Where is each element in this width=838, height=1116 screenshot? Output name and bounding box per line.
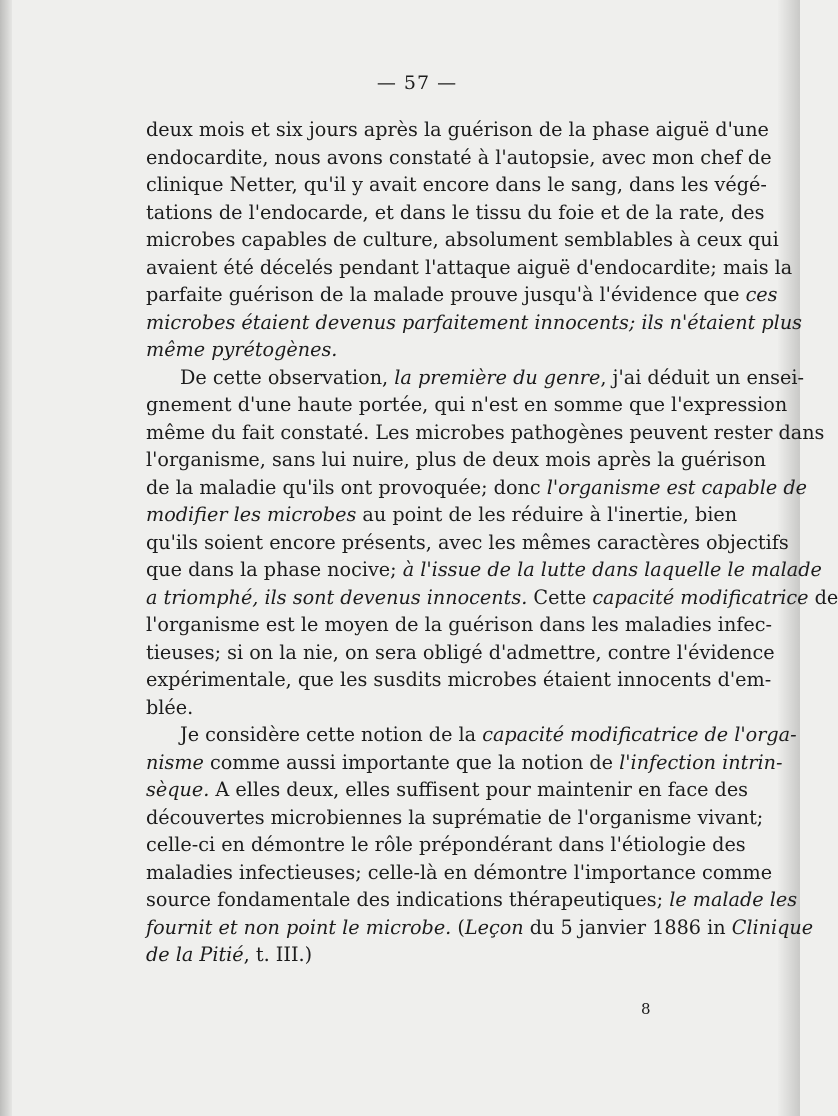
text-line bbox=[146, 859, 773, 887]
italic-text: a triomphé, ils sont devenus innocents. bbox=[146, 585, 528, 609]
text-span: parfaite guérison de la malade prouve jusqu'à l'évidence que bbox=[146, 283, 746, 306]
italic-text: Leçon bbox=[464, 915, 524, 939]
italic-text: ces bbox=[745, 283, 778, 306]
text-span: expérimentale, que les susdits microbes étaient innocents d'em- bbox=[146, 668, 772, 691]
text-line bbox=[146, 666, 772, 694]
text-span: ( bbox=[451, 915, 465, 939]
text-span: , t. III.) bbox=[243, 943, 313, 966]
text-line bbox=[146, 886, 798, 914]
italic-text: l'organisme est capable de bbox=[546, 475, 807, 499]
text-line bbox=[146, 611, 772, 639]
text-line bbox=[146, 501, 738, 529]
text-span: avaient été décelés pendant l'attaque aiguë d'endocardite; mais la bbox=[146, 255, 793, 279]
text-span: , j'ai déduit un ensei- bbox=[600, 365, 804, 389]
text-line bbox=[146, 144, 772, 172]
text-span: source fondamentale des indications thérapeutiques; bbox=[146, 888, 670, 911]
italic-text: capacité modificatrice de l'orga- bbox=[482, 723, 797, 746]
italic-text: capacité modificatrice bbox=[592, 585, 809, 609]
text-span: deux mois et six jours après la guérison de la phase aiguë d'une bbox=[146, 118, 769, 141]
text-span: Je considère cette notion de la bbox=[180, 723, 483, 746]
text-line bbox=[146, 556, 822, 584]
text-span: celle-ci en démontre le rôle prépondérant dans l'étiologie des bbox=[146, 833, 746, 856]
text-line bbox=[146, 584, 838, 612]
italic-text: à l'issue de la lutte dans laquelle le malade bbox=[402, 558, 822, 581]
italic-text: Clinique bbox=[731, 915, 814, 939]
text-span: clinique Netter, qu'il y avait encore dans le sang, dans les végé- bbox=[146, 173, 767, 196]
text-span: même du fait constaté. Les microbes pathogènes peuvent rester dans bbox=[146, 420, 825, 444]
text-line bbox=[146, 226, 779, 254]
text-span: endocardite, nous avons constaté à l'autopsie, avec mon chef de bbox=[146, 145, 772, 169]
text-line bbox=[146, 281, 778, 309]
text-line bbox=[146, 116, 769, 144]
text-span: tations de l'endocarde, et dans le tissu du foie et de la rate, des bbox=[146, 200, 765, 224]
text-line bbox=[146, 776, 749, 804]
text-span: l'organisme, sans lui nuire, plus de deux mois après la guérison bbox=[146, 448, 766, 471]
text-line bbox=[146, 721, 797, 749]
text-span: qu'ils soient encore présents, avec les mêmes caractères objectifs bbox=[146, 530, 789, 554]
scan-edge-left bbox=[0, 0, 12, 1116]
italic-text: nisme bbox=[146, 750, 204, 774]
text-span: du 5 janvier 1886 in bbox=[523, 915, 732, 939]
italic-text: sèque. bbox=[146, 778, 210, 801]
text-span: Cette bbox=[527, 585, 593, 609]
signature-mark: 8 bbox=[641, 1000, 651, 1018]
text-line bbox=[146, 831, 746, 859]
text-line bbox=[146, 639, 775, 667]
page-number: — 57 — bbox=[376, 72, 458, 94]
text-line bbox=[146, 529, 789, 557]
italic-text: modifier les microbes bbox=[146, 503, 357, 526]
italic-text: l'infection intrin- bbox=[619, 750, 783, 774]
text-span: tieuses; si on la nie, on sera obligé d'admettre, contre l'évidence bbox=[146, 640, 775, 664]
text-line bbox=[146, 749, 783, 777]
text-line bbox=[146, 804, 764, 832]
text-line bbox=[146, 941, 708, 969]
italic-text: de la Pitié bbox=[146, 943, 244, 966]
text-span: de bbox=[808, 585, 838, 609]
italic-text: fournit et non point le microbe. bbox=[146, 915, 452, 939]
text-span: découvertes microbiennes la suprématie de l'organisme vivant; bbox=[146, 805, 764, 829]
text-line bbox=[146, 364, 804, 392]
text-line bbox=[146, 391, 788, 419]
text-line bbox=[146, 336, 708, 364]
text-line bbox=[146, 474, 807, 502]
text-line bbox=[146, 199, 765, 227]
text-span: gnement d'une haute portée, qui n'est en somme que l'expression bbox=[146, 393, 788, 416]
text-span: que dans la phase nocive; bbox=[146, 558, 403, 581]
text-span: comme aussi importante que la notion de bbox=[203, 750, 620, 774]
italic-text: la première du genre bbox=[394, 365, 601, 389]
italic-text: même pyrétogènes. bbox=[146, 338, 338, 361]
text-line bbox=[146, 446, 766, 474]
text-line bbox=[146, 171, 767, 199]
text-line bbox=[146, 309, 803, 337]
text-span: A elles deux, elles suffisent pour maintenir en face des bbox=[209, 778, 749, 801]
text-span: de la maladie qu'ils ont provoquée; donc bbox=[146, 475, 547, 499]
text-span: microbes capables de culture, absolument semblables à ceux qui bbox=[146, 228, 779, 251]
body-text bbox=[146, 116, 838, 969]
text-span: De cette observation, bbox=[180, 365, 395, 389]
text-line bbox=[146, 694, 708, 722]
italic-text: le malade les bbox=[669, 888, 798, 911]
text-line bbox=[146, 914, 814, 942]
text-span: au point de les réduire à l'inertie, bien bbox=[356, 503, 738, 526]
italic-text: microbes étaient devenus parfaitement innocents; ils n'étaient plus bbox=[146, 310, 803, 334]
text-line bbox=[146, 419, 825, 447]
text-span: maladies infectieuses; celle-là en démontre l'importance comme bbox=[146, 860, 773, 884]
text-line bbox=[146, 254, 793, 282]
text-span: l'organisme est le moyen de la guérison dans les maladies infec- bbox=[146, 613, 772, 636]
text-span: blée. bbox=[146, 695, 194, 719]
